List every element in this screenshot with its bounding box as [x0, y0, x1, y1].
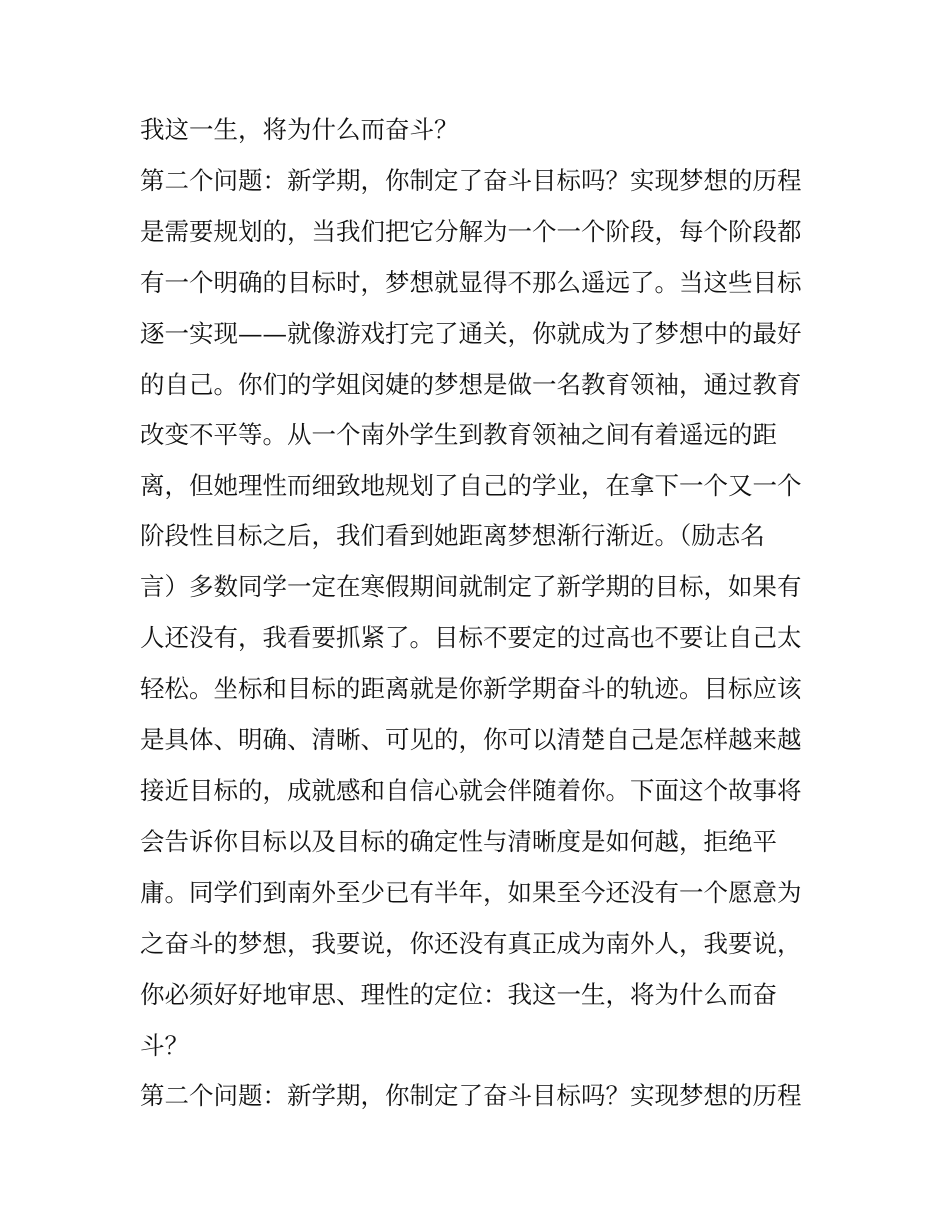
text-line: 改变不平等。从一个南外学生到教育领袖之间有着遥远的距: [140, 420, 777, 449]
text-line: 会告诉你目标以及目标的确定性与清晰度是如何越，拒绝平: [140, 827, 777, 856]
text-line: 是具体、明确、清晰、可见的，你可以清楚自己是怎样越来越: [140, 725, 802, 754]
text-line: 有一个明确的目标时，梦想就显得不那么遥远了。当这些目标: [140, 268, 802, 297]
text-line: 接近目标的，成就感和自信心就会伴随着你。下面这个故事将: [140, 776, 802, 805]
text-line: 逐一实现——就像游戏打完了通关，你就成为了梦想中的最好: [140, 319, 802, 348]
text-line: 人还没有，我看要抓紧了。目标不要定的过高也不要让自己太: [140, 623, 802, 652]
text-line: 你必须好好地审思、理性的定位：我这一生，将为什么而奋: [140, 980, 777, 1009]
text-line: 轻松。坐标和目标的距离就是你新学期奋斗的轨迹。目标应该: [140, 674, 802, 703]
text-line: 阶段性目标之后，我们看到她距离梦想渐行渐近。（励志名: [140, 521, 765, 550]
text-line: 庸。同学们到南外至少已有半年，如果至今还没有一个愿意为: [140, 878, 802, 907]
text-line: 第二个问题：新学期，你制定了奋斗目标吗？实现梦想的历程: [140, 1081, 802, 1110]
text-line: 的自己。你们的学姐闵婕的梦想是做一名教育领袖，通过教育: [140, 370, 802, 399]
text-line: 之奋斗的梦想，我要说，你还没有真正成为南外人，我要说，: [140, 929, 802, 958]
text-line: 是需要规划的，当我们把它分解为一个一个阶段，每个阶段都: [140, 217, 802, 246]
text-line: 第二个问题：新学期，你制定了奋斗目标吗？实现梦想的历程: [140, 166, 802, 195]
text-line: 我这一生，将为什么而奋斗？: [140, 115, 459, 144]
text-line: 离，但她理性而细致地规划了自己的学业，在拿下一个又一个: [140, 471, 802, 500]
text-line: 言）多数同学一定在寒假期间就制定了新学期的目标，如果有: [140, 572, 802, 601]
text-line: 斗？: [140, 1031, 189, 1060]
